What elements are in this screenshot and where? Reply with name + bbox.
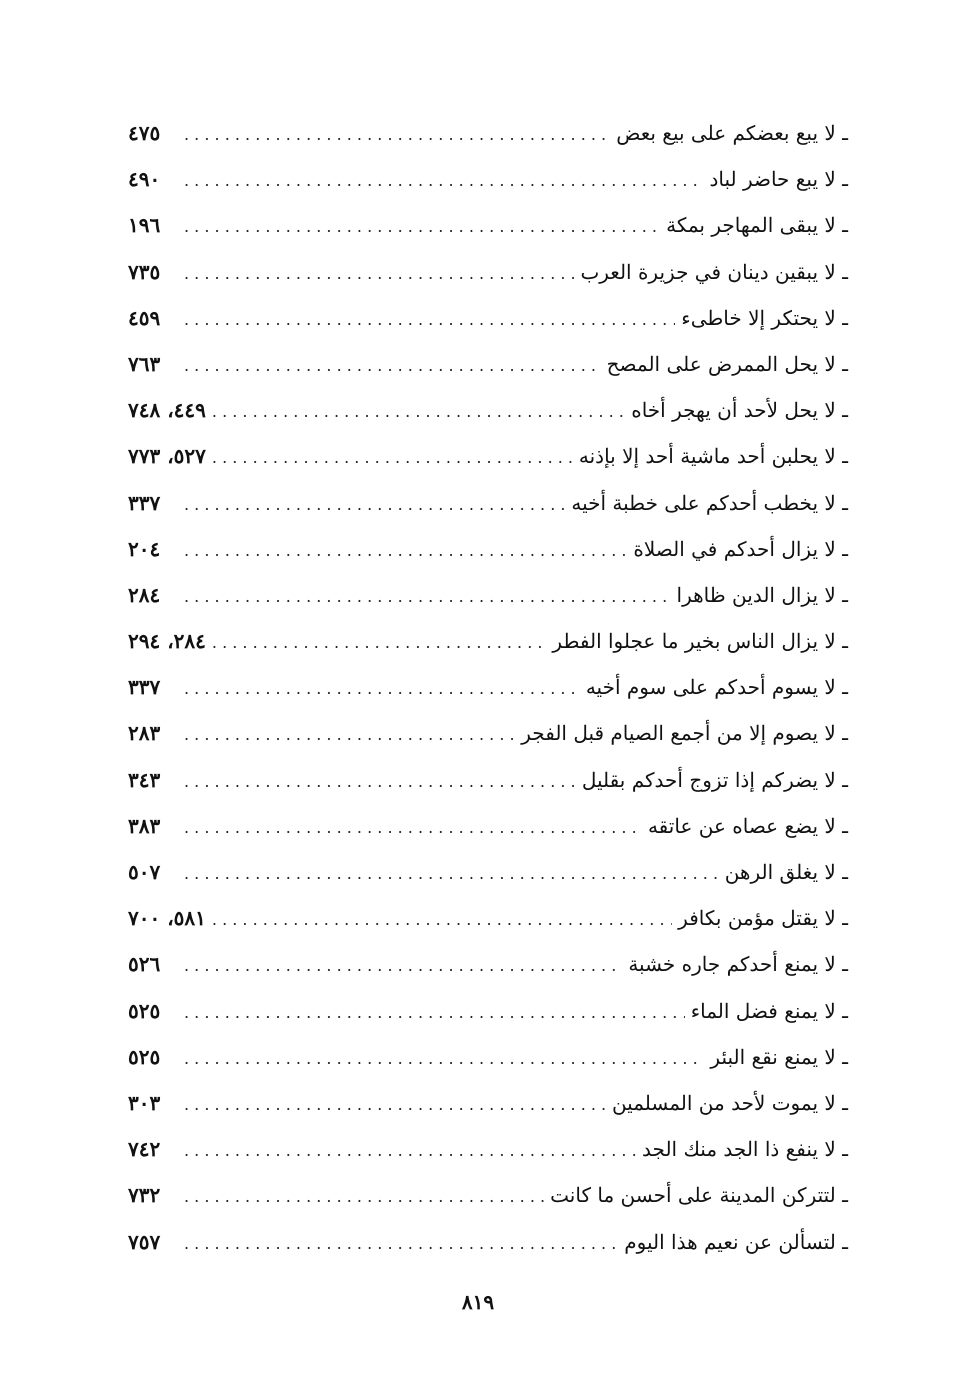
entry-page-refs: ٧٤٢	[128, 1137, 161, 1162]
entry-text: ـ لا يبقين دينان في جزيرة العرب	[580, 259, 848, 284]
entry-page-refs: ٧٣٢	[128, 1183, 161, 1208]
entry-text: ـ لا يموت لأحد من المسلمين	[611, 1090, 848, 1115]
entry-page-refs: ٣٤٣	[128, 767, 161, 792]
dot-leader	[178, 482, 565, 528]
index-entry	[128, 849, 848, 895]
entry-page-refs: ٧٣٥	[128, 259, 161, 284]
dot-leader	[206, 389, 625, 435]
dot-leader	[178, 1128, 636, 1174]
index-entry	[128, 202, 848, 248]
dot-leader	[178, 1036, 704, 1082]
dot-leader	[178, 943, 622, 989]
entry-text: ـ لا يبع بعضكم على بيع بعض	[616, 121, 848, 145]
dot-leader	[178, 528, 627, 574]
hadith-index-list	[128, 110, 848, 1265]
entry-page-refs: ٥٨١، ٧٠٠	[128, 906, 206, 931]
entry-text: ـ لا يمنع نقع البئر	[710, 1044, 848, 1069]
entry-text: ـ لا يحلبن أحد ماشية أحد إلا بإذنه	[578, 444, 848, 469]
dot-leader	[178, 251, 574, 297]
entry-page-refs: ٢٨٤	[128, 582, 161, 607]
entry-page-refs: ٤٩٠	[128, 167, 161, 192]
dot-leader	[178, 1221, 618, 1267]
entry-page-refs: ٥٠٧	[128, 860, 161, 884]
entry-text: ـ لا يحل الممرض على المصح	[606, 351, 848, 376]
entry-text: ـ لا يزال الناس بخير ما عجلوا الفطر	[552, 629, 848, 654]
entry-page-refs: ٥٢٥	[128, 1044, 161, 1069]
entry-text: ـ لتتركن المدينة على أحسن ما كانت	[550, 1183, 848, 1208]
entry-page-refs: ٣٠٣	[128, 1090, 161, 1115]
entry-text: ـ لا يسوم أحدكم على سوم أخيه	[585, 675, 848, 700]
index-entry	[128, 1172, 848, 1218]
entry-page-refs: ٣٣٧	[128, 675, 161, 700]
index-entry	[128, 988, 848, 1034]
index-entry	[128, 433, 848, 479]
index-entry	[128, 480, 848, 526]
dot-leader	[178, 805, 642, 851]
entry-text: ـ لا يمنع أحدكم جاره خشبة	[628, 952, 848, 977]
index-entry	[128, 526, 848, 572]
index-entry	[128, 156, 848, 202]
entry-page-refs: ٥٢٥	[128, 998, 161, 1023]
index-entry	[128, 941, 848, 987]
entry-text: ـ لا يبقى المهاجر بمكة	[666, 213, 848, 238]
index-entry	[128, 387, 848, 433]
dot-leader	[178, 990, 685, 1036]
entry-text: ـ لا يضع عصاه عن عاتقه	[647, 813, 848, 838]
page-number: ٨١٩	[461, 1290, 495, 1314]
index-entry	[128, 295, 848, 341]
index-entry	[128, 110, 848, 156]
index-entry	[128, 1219, 848, 1265]
entry-page-refs: ٥٢٦	[128, 952, 161, 977]
index-entry	[128, 572, 848, 618]
dot-leader	[178, 1174, 544, 1220]
dot-leader	[178, 851, 719, 897]
entry-text: ـ لا يقتل مؤمن بكافر	[678, 906, 848, 931]
entry-page-refs: ٤٥٩	[128, 305, 161, 330]
dot-leader	[178, 112, 610, 158]
index-entry	[128, 895, 848, 941]
entry-text: ـ لا يزال أحدكم في الصلاة	[633, 536, 848, 561]
dot-leader	[178, 1082, 606, 1128]
entry-page-refs: ٧٦٣	[128, 351, 161, 376]
entry-text: ـ لا يصوم إلا من أجمع الصيام قبل الفجر	[521, 721, 848, 746]
entry-text: ـ لا ينفع ذا الجد منك الجد	[642, 1137, 848, 1162]
entry-page-refs: ٥٢٧، ٧٧٣	[128, 444, 206, 469]
entry-text: ـ لا يخطب أحدكم على خطبة أخيه	[571, 490, 848, 515]
entry-page-refs: ٢٨٤، ٢٩٤	[128, 629, 206, 654]
dot-leader	[206, 620, 547, 666]
entry-text: ـ لا يحل لأحد أن يهجر أخاه	[631, 398, 848, 423]
dot-leader	[178, 343, 601, 389]
entry-page-refs: ٧٥٧	[128, 1229, 161, 1254]
entry-text: ـ لا يزال الدين ظاهرا	[676, 582, 848, 607]
entry-text: ـ لا يضركم إذا تزوج أحدكم بقليل	[581, 767, 848, 792]
entry-page-refs: ٢٠٤	[128, 536, 161, 561]
index-entry	[128, 618, 848, 664]
dot-leader	[178, 297, 675, 343]
dot-leader	[178, 666, 580, 712]
dot-leader	[178, 204, 660, 250]
index-entry	[128, 1034, 848, 1080]
entry-page-refs: ٣٨٣	[128, 813, 161, 838]
index-entry	[128, 803, 848, 849]
entry-text: ـ لا يمنع فضل الماء	[690, 998, 848, 1023]
entry-text: ـ لا يبع حاضر لباد	[709, 167, 848, 192]
index-entry	[128, 249, 848, 295]
index-entry	[128, 1080, 848, 1126]
entry-page-refs: ٣٣٧	[128, 490, 161, 515]
entry-text: ـ لا يغلق الرهن	[724, 860, 848, 884]
entry-page-refs: ٤٤٩، ٧٤٨	[128, 398, 206, 423]
index-entry	[128, 710, 848, 756]
entry-page-refs: ٤٧٥	[128, 121, 161, 145]
dot-leader	[178, 759, 576, 805]
index-entry	[128, 664, 848, 710]
index-entry	[128, 341, 848, 387]
dot-leader	[178, 712, 515, 758]
entry-page-refs: ١٩٦	[128, 213, 161, 238]
entry-text: ـ لا يحتكر إلا خاطىء	[681, 305, 848, 330]
dot-leader	[178, 574, 671, 620]
dot-leader	[178, 158, 703, 204]
index-entry	[128, 1126, 848, 1172]
dot-leader	[206, 897, 672, 943]
dot-leader	[206, 435, 573, 481]
entry-text: ـ لتسألن عن نعيم هذا اليوم	[624, 1229, 848, 1254]
entry-page-refs: ٢٨٣	[128, 721, 161, 746]
index-entry	[128, 757, 848, 803]
